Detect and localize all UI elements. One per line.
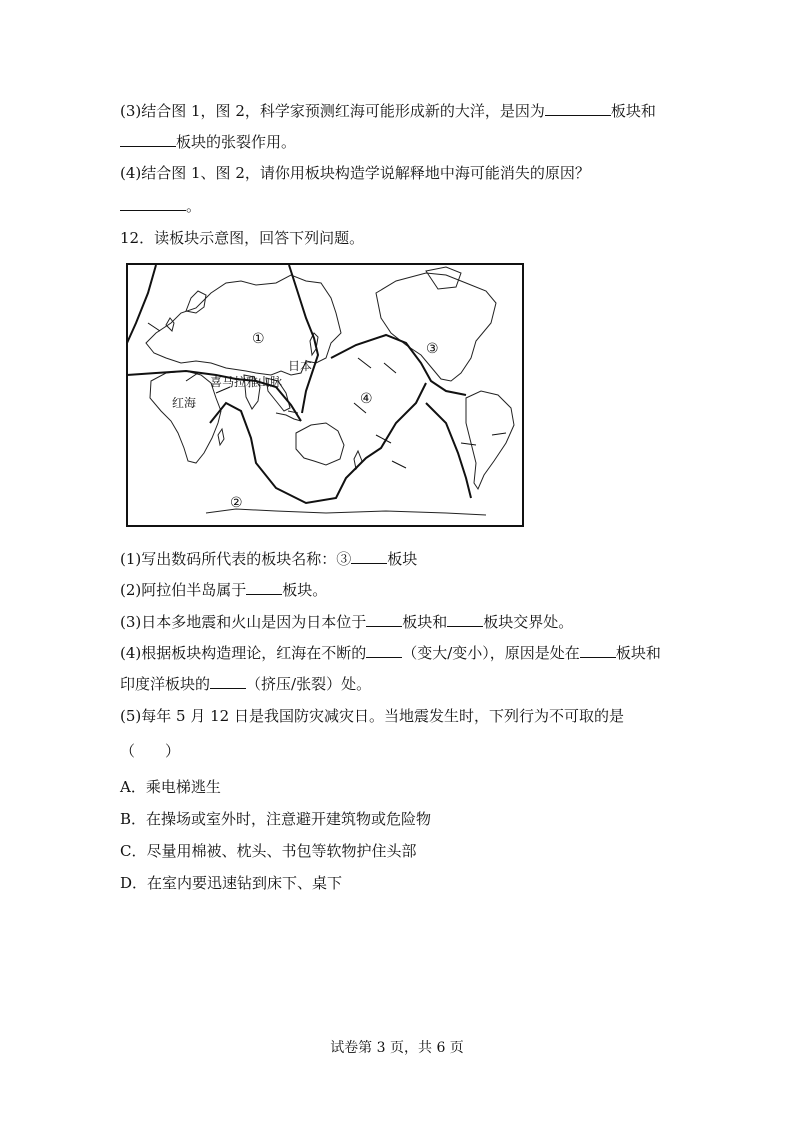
plate-label-3: ③ bbox=[426, 341, 439, 357]
q12-s3 bbox=[120, 611, 573, 633]
q12-s4-blank-1[interactable] bbox=[366, 643, 402, 658]
q12-s4-text-b: （变大/变小），原因是处在 bbox=[402, 644, 580, 662]
q3-blank-2[interactable] bbox=[120, 132, 176, 147]
q4-blank[interactable] bbox=[120, 196, 186, 211]
q12-s3-blank-2[interactable] bbox=[447, 612, 483, 627]
option-d[interactable]: D．在室内要迅速钻到床下、桌下 bbox=[120, 874, 343, 892]
q3-text-c: 板块的张裂作用。 bbox=[176, 133, 297, 151]
redsea-label: 红海 bbox=[172, 396, 197, 410]
q12-s4-blank-3[interactable] bbox=[210, 674, 246, 689]
q12-s4-blank-2[interactable] bbox=[580, 643, 616, 658]
q3-line1 bbox=[120, 100, 656, 122]
himalaya-label: 喜马拉雅山脉 bbox=[210, 375, 283, 389]
q12-s2 bbox=[120, 579, 327, 601]
q12-s3-text-b: 板块和 bbox=[402, 613, 448, 631]
q12-s4-text-e: （挤压/张裂）处。 bbox=[246, 675, 372, 693]
q3-line2 bbox=[120, 131, 296, 153]
q3-text-a: (3)结合图 1，图 2，科学家预测红海可能形成新的大洋，是因为 bbox=[120, 102, 545, 120]
q12-s1-text-a: (1)写出数码所代表的板块名称：③ bbox=[120, 550, 352, 568]
q12-s4-text-d: 印度洋板块的 bbox=[120, 675, 211, 693]
q12-s3-blank-1[interactable] bbox=[366, 612, 402, 627]
page-footer: 试卷第 3 页，共 6 页 bbox=[330, 1040, 464, 1056]
japan-label: 日本 bbox=[288, 359, 313, 373]
q12-s2-text-b: 板块。 bbox=[282, 581, 328, 599]
plate-map bbox=[126, 263, 524, 527]
q4-period: 。 bbox=[186, 197, 202, 215]
q12-s1-blank[interactable] bbox=[351, 549, 387, 564]
q3-blank-1[interactable] bbox=[545, 101, 611, 116]
plate-label-2: ② bbox=[230, 495, 243, 511]
q12-title: 12．读板块示意图，回答下列问题。 bbox=[120, 229, 365, 247]
q12-s4-text-a: (4)根据板块构造理论，红海在不断的 bbox=[120, 644, 367, 662]
plate-label-4: ④ bbox=[360, 391, 373, 407]
q12-s5-line1: (5)每年 5 月 12 日是我国防灾减灾日。当地震发生时，下列行为不可取的是 bbox=[120, 707, 624, 725]
q12-s5-paren: （ ） bbox=[120, 742, 181, 760]
option-c[interactable]: C．尽量用棉被、枕头、书包等软物护住头部 bbox=[120, 842, 417, 860]
q12-s3-text-a: (3)日本多地震和火山是因为日本位于 bbox=[120, 613, 367, 631]
option-a[interactable]: A．乘电梯逃生 bbox=[120, 778, 221, 796]
q12-s3-text-c: 板块交界处。 bbox=[483, 613, 574, 631]
q12-s4-text-c: 板块和 bbox=[615, 644, 661, 662]
q3-text-b: 板块和 bbox=[610, 102, 656, 120]
plate-label-1: ① bbox=[252, 331, 265, 347]
q12-s1 bbox=[120, 548, 417, 570]
q4-line1: (4)结合图 1、图 2，请你用板块构造学说解释地中海可能消失的原因？ bbox=[120, 164, 590, 182]
q12-s1-text-b: 板块 bbox=[387, 550, 418, 568]
q4-line2 bbox=[120, 195, 201, 217]
q12-s4-line1 bbox=[120, 642, 661, 664]
q12-s2-text-a: (2)阿拉伯半岛属于 bbox=[120, 581, 247, 599]
option-b[interactable]: B．在操场或室外时，注意避开建筑物或危险物 bbox=[120, 810, 432, 828]
q12-s2-blank[interactable] bbox=[246, 580, 282, 595]
q12-s4-line2 bbox=[120, 673, 371, 695]
